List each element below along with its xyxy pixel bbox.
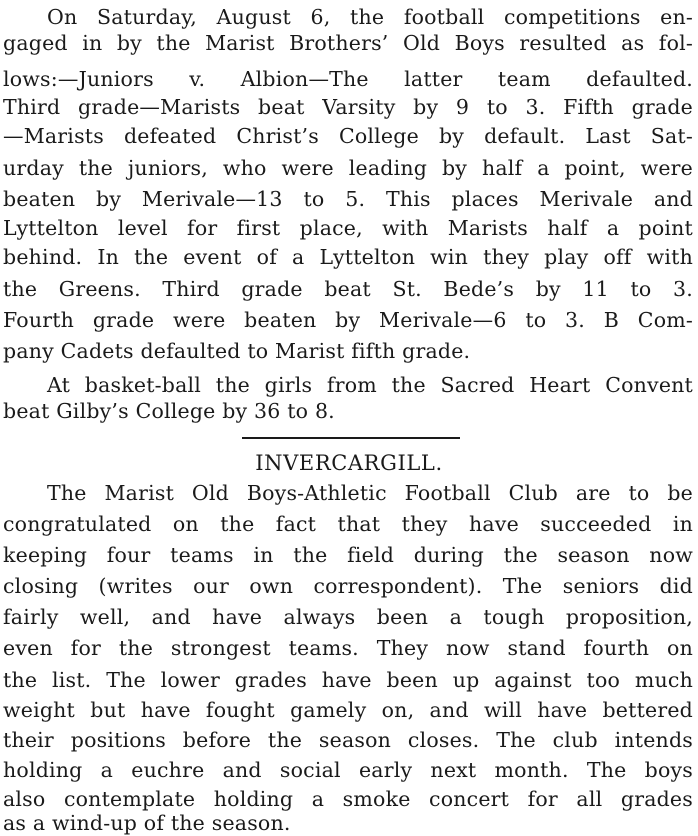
paragraph-line: the Greens. Third grade beat St. Bede’s by 11 to 3. bbox=[3, 277, 693, 301]
paragraph-line: lows:—Juniors v. Albion—The latter team defaulted. bbox=[3, 67, 693, 91]
paragraph-line: even for the strongest teams. They now stand fourth on bbox=[3, 636, 693, 660]
paragraph-line: fairly well, and have always been a tough proposition, bbox=[3, 605, 693, 629]
paragraph-line: beaten by Merivale—13 to 5. This places Merivale and bbox=[3, 187, 693, 211]
paragraph-line: as a wind-up of the season. bbox=[3, 811, 291, 835]
paragraph-line: —Marists defeated Christ’s College by default. Last Sat- bbox=[3, 124, 693, 148]
paragraph-line: also contemplate holding a smoke concert for all grades bbox=[3, 787, 693, 811]
paragraph-line: pany Cadets defaulted to Marist fifth grade. bbox=[3, 339, 471, 363]
paragraph-line: On Saturday, August 6, the football competitions en- bbox=[47, 5, 693, 29]
paragraph-line: The Marist Old Boys-Athletic Football Club are to be bbox=[47, 481, 693, 505]
paragraph-line: keeping four teams in the field during the season now bbox=[3, 543, 693, 567]
paragraph-line: holding a euchre and social early next month. The boys bbox=[3, 758, 693, 782]
section-heading: INVERCARGILL. bbox=[255, 451, 443, 475]
paragraph-line: At basket-ball the girls from the Sacred Heart Convent bbox=[47, 373, 693, 397]
paragraph-line: their positions before the season closes. The club intends bbox=[3, 728, 693, 752]
paragraph-line: closing (writes our own correspondent). The seniors did bbox=[3, 574, 693, 598]
paragraph-line: Fourth grade were beaten by Merivale—6 to 3. B Com- bbox=[3, 308, 693, 332]
paragraph-line: behind. In the event of a Lyttelton win they play off with bbox=[3, 245, 693, 269]
paragraph-line: Third grade—Marists beat Varsity by 9 to 3. Fifth grade bbox=[3, 95, 693, 119]
paragraph-line: gaged in by the Marist Brothers’ Old Boys resulted as fol- bbox=[3, 31, 693, 55]
section-divider bbox=[242, 437, 460, 439]
paragraph-line: the list. The lower grades have been up against too much bbox=[3, 668, 693, 692]
paragraph-line: beat Gilby’s College by 36 to 8. bbox=[3, 399, 335, 423]
paragraph-line: urday the juniors, who were leading by half a point, were bbox=[3, 156, 693, 180]
paragraph-line: congratulated on the fact that they have succeeded in bbox=[3, 512, 693, 536]
paragraph-line: weight but have fought gamely on, and will have bettered bbox=[3, 698, 693, 722]
paragraph-line: Lyttelton level for first place, with Marists half a point bbox=[3, 216, 693, 240]
